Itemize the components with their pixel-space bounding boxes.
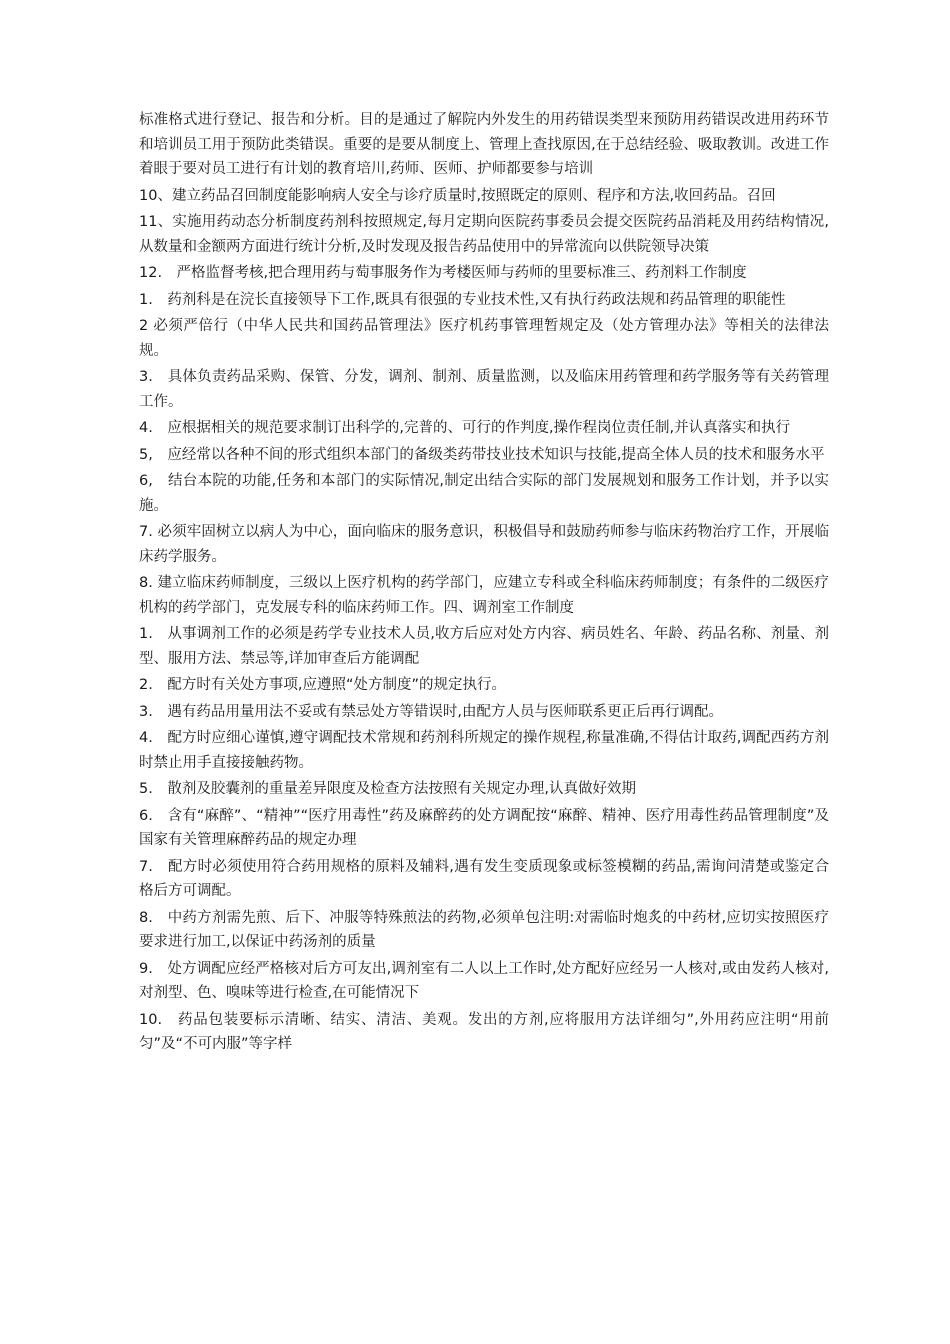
paragraph: 3. 遇有药品用量用法不妥或有禁忌处方等错误时,由配方人员与医师联系更正后再行调配。 <box>139 703 723 720</box>
paragraph: 9. 处方调配应经严格核对后方可友出,调剂室有二人以上工作时,处方配好应经另一人核对,或由发药人核对,对剂型、色、嗅味等进行检查,在可能情况下 <box>139 960 829 1001</box>
paragraph: 3. 具体负责药品采购、保管、分发，调剂、制剂、质量监测，以及临床用药管理和药学服务等有关药管理工作。 <box>139 369 829 410</box>
paragraph: 4. 配方时应细心谨慎,遵守调配技术常规和药剂科所规定的操作规程,称量准确,不得估计取药,调配西药方剂时禁止用手直接接触药物。 <box>139 730 829 771</box>
paragraph: 1. 从事调剂工作的必须是药学专业技术人员,收方后应对处方内容、病员姓名、年龄、药品名称、剂量、剂型、服用方法、禁忌等,详加审查后方能调配 <box>139 626 829 667</box>
paragraph: 8. 中药方剂需先煎、后下、冲服等特殊煎法的药物,必须单包注明:对需临时炮炙的中药材,应切实按照医疗要求进行加工,以保证中药汤剂的质量 <box>139 909 829 950</box>
paragraph: 2. 配方时有关处方事项,应遵照“处方制度”的规定执行。 <box>139 677 506 693</box>
paragraph: 8. 建立临床药师制度，三级以上医疗机构的药学部门，应建立专科或全科临床药师制度；有条件的二级医疗机构的药学部门，克发展专科的临床药师工作。四、调剂室工作制度 <box>139 575 829 616</box>
paragraph: 5. 散剂及胶囊剂的重量差异限度及检查方法按照有关规定办理,认真做好效期 <box>139 781 636 797</box>
paragraph: 10. 药品包装要标示清晰、结实、清洁、美观。发出的方剂,应将服用方法详细匀”,外用药应注明“用前匀”及“不可内服”等字样 <box>139 1011 829 1052</box>
paragraph: 2 必须严倍行（中华人民共和国药品管理法》医疗机药事管理暂规定及（处方管理办法》等相关的法律法规。 <box>139 318 829 359</box>
paragraph: 7. 配方时必须使用符合药用规格的原料及辅料,遇有发生变质现象或标签模糊的药品,需询问清楚或鉴定合格后方可调配。 <box>139 858 829 899</box>
paragraph: 4. 应根据相关的规范要求制订出科学的,完普的、可行的作判度,操作程岗位责任制,并认真落实和执行 <box>139 420 791 436</box>
paragraph: 11、实施用药动态分析制度药剂科按照规定,每月定期向医院药事委员会提交医院药品消耗及用药结构情况,从数量和金额两方面进行统计分析,及时发现及报告药品使用中的异常流向以供院领导决策 <box>139 214 829 255</box>
paragraph: 5, 应经常以各种不间的形式组织本部门的备级类药带技业技术知识与技能,提高全体人员的技术和服务水平 <box>139 446 825 463</box>
paragraph: 12. 严格监督考核,把合理用药与萄事服务作为考楼医师与药师的里要标准三、药剂料工作制度 <box>139 265 747 281</box>
document-body <box>139 108 829 1059</box>
paragraph: 标准格式进行登记、报告和分析。目的是通过了解院内外发生的用药错误类型来预防用药错误改进用药环节和培训员工用于预防此类错误。重要的是要从制度上、管理上查找原因,在于总结经验、吸取教训。改进工作着眼于要对员工进行有计划的教育培川,药师、医师、护师都要参与培训 <box>139 112 829 177</box>
paragraph: 6, 结台本院的功能,任务和本部门的实际情况,制定出结合实际的部门发展规划和服务工作计划，并予以实施。 <box>139 473 829 514</box>
paragraph: 1. 药剂科是在浣长直接领导下工作,既具有很强的专业技术性,又有执行药政法规和药品管理的职能性 <box>139 291 786 308</box>
paragraph: 6. 含有“麻醉”、“精神”“医疗用毒性”药及麻醉药的处方调配按“麻醉、精神、医疗用毒性药品管理制度”及国家有关管理麻醉药品的规定办理 <box>139 807 829 848</box>
paragraph: 10、建立药品召回制度能影响病人安全与诊疗质量时,按照既定的原则、程序和方法,收回药品。召回 <box>139 187 776 204</box>
paragraph: 7. 必须牢固树立以病人为中心，面向临床的服务意识，积极倡导和鼓励药师参与临床药物治疗工作，开展临床药学服务。 <box>139 524 829 565</box>
